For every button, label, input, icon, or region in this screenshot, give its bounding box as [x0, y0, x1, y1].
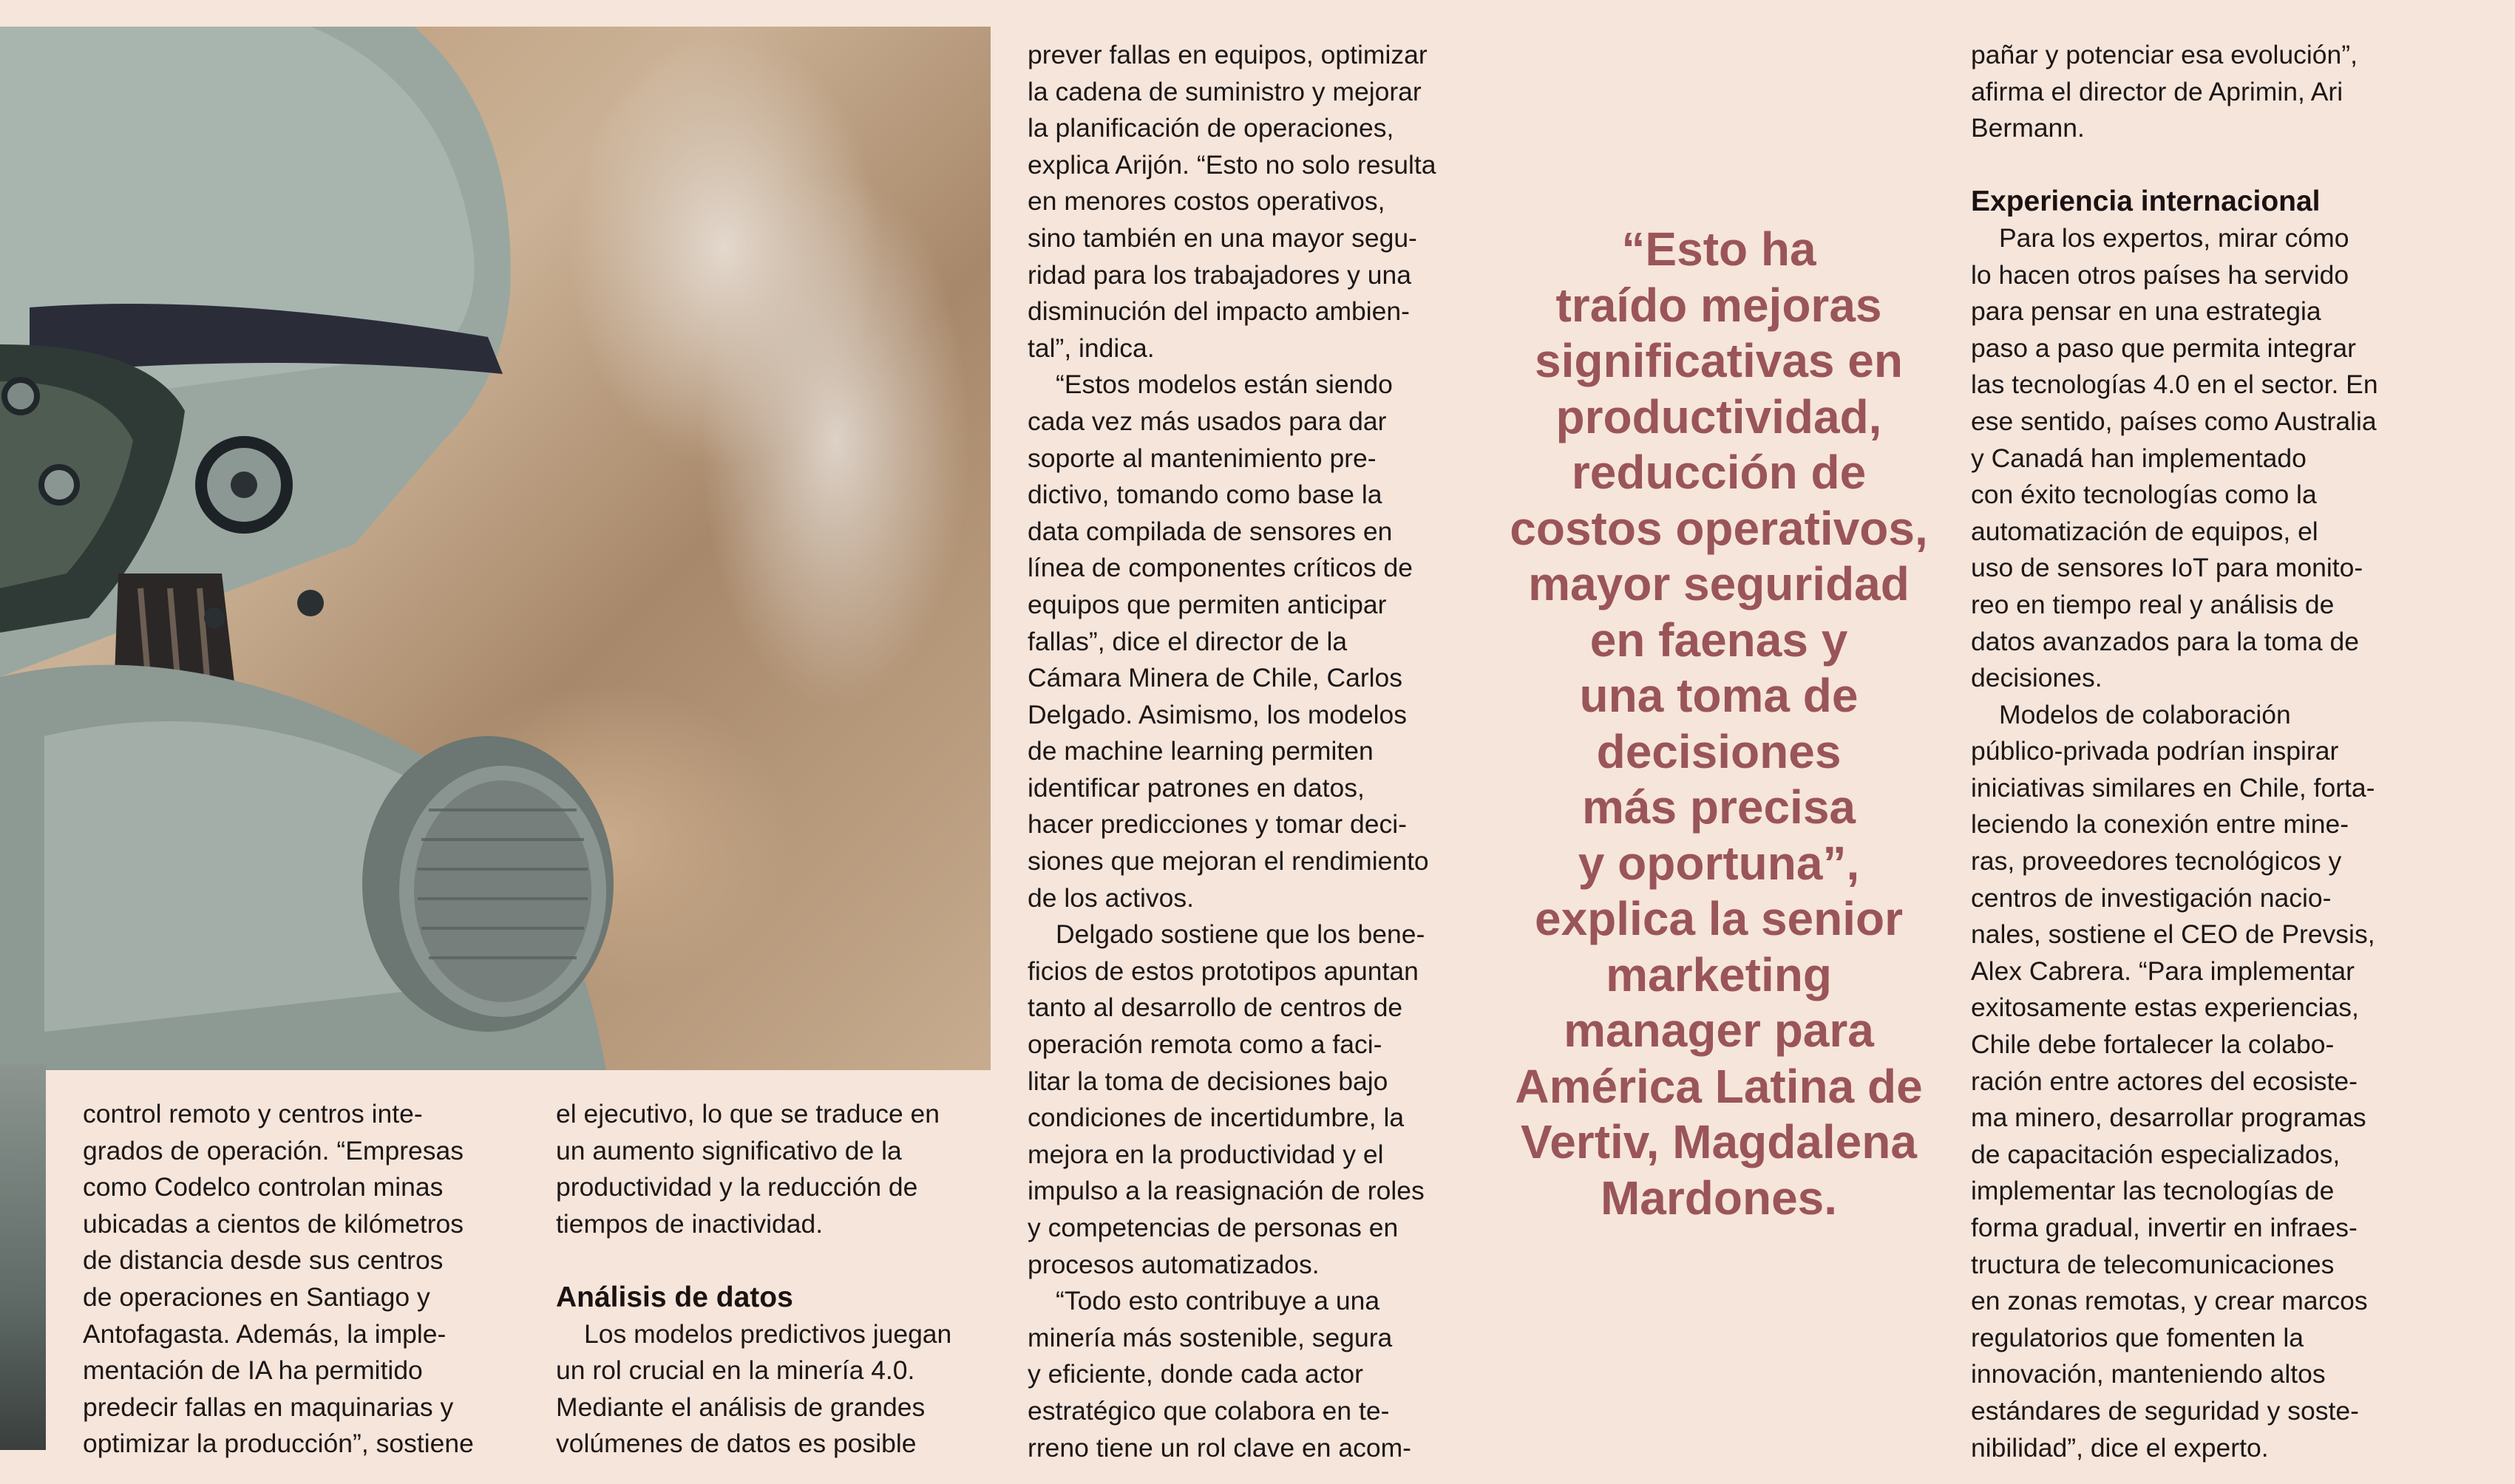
column-bottom-middle — [556, 1096, 951, 1463]
text-line: cada vez más usados para dar — [1028, 406, 1387, 436]
text-line: línea de componentes críticos de — [1028, 553, 1413, 583]
text-line: predecir fallas en maquinarias y — [83, 1392, 454, 1422]
text-line: control remoto y centros inte- — [83, 1099, 423, 1129]
text-line: “Todo esto contribuye a una — [1056, 1286, 1380, 1316]
text-line: sino también en una mayor segu- — [1028, 222, 1417, 253]
pull-quote-line: traído mejoras — [1555, 278, 1882, 332]
text-line: mentación de IA ha permitido — [83, 1355, 423, 1386]
text-line: de los activos. — [1028, 882, 1194, 913]
text-line: equipos que permiten anticipar — [1028, 589, 1387, 619]
text-line: nales, sostiene el CEO de Prevsis, — [1971, 919, 2375, 950]
pull-quote-line: costos operativos, — [1510, 501, 1928, 555]
text-line: para pensar en una estrategia — [1971, 296, 2321, 327]
column-bottom-left — [83, 1096, 474, 1463]
text-line: Alex Cabrera. “Para implementar — [1971, 956, 2355, 986]
text-line: identificar patrones en datos, — [1028, 772, 1365, 803]
text-line: operación remota como a faci- — [1028, 1029, 1382, 1060]
text-line: ridad para los trabajadores y una — [1028, 259, 1412, 290]
pull-quote-line: en faenas y — [1589, 613, 1848, 667]
text-line: automatización de equipos, el — [1971, 516, 2318, 546]
text-line: tiempos de inactividad. — [556, 1208, 824, 1239]
column-right — [1971, 37, 2378, 1466]
text-line: la planificación de operaciones, — [1028, 113, 1394, 143]
text-line: Delgado sostiene que los bene- — [1056, 919, 1425, 950]
section-heading-analisis: Análisis de datos — [556, 1281, 793, 1313]
text-line: impulso a la reasignación de roles — [1028, 1176, 1425, 1206]
text-line: optimizar la producción”, sostiene — [83, 1429, 474, 1459]
text-line: centros de investigación nacio- — [1971, 882, 2332, 913]
text-line: un rol crucial en la minería 4.0. — [556, 1355, 915, 1386]
text-line: como Codelco controlan minas — [83, 1172, 444, 1202]
text-line: procesos automatizados. — [1028, 1249, 1320, 1279]
text-line: y competencias de personas en — [1028, 1213, 1399, 1242]
text-line: lo hacen otros países ha servido — [1971, 259, 2349, 290]
text-line: decisiones. — [1971, 663, 2102, 693]
text-line: leciendo la conexión entre mine- — [1971, 809, 2349, 840]
text-line: en menores costos operativos, — [1028, 186, 1385, 217]
pull-quote-line: y oportuna”, — [1578, 836, 1860, 890]
text-line: un aumento significativo de la — [556, 1135, 902, 1165]
text-line: litar la toma de decisiones bajo — [1028, 1066, 1388, 1096]
text-line: ma minero, desarrollar programas — [1971, 1103, 2366, 1133]
text-line: regulatorios que fomenten la — [1971, 1322, 2304, 1352]
text-line: de capacitación especializados, — [1971, 1139, 2341, 1169]
text-line: data compilada de sensores en — [1028, 516, 1393, 546]
text-line: datos avanzados para la toma de — [1971, 626, 2359, 656]
text-line: “Estos modelos están siendo — [1056, 370, 1393, 400]
pull-quote-line: América Latina de — [1515, 1059, 1923, 1113]
text-line: de machine learning permiten — [1028, 736, 1374, 766]
text-line: Chile debe fortalecer la colabo- — [1971, 1029, 2335, 1060]
text-line: de operaciones en Santiago y — [83, 1282, 430, 1312]
text-line: reo en tiempo real y análisis de — [1971, 589, 2335, 619]
pull-quote-line: explica la senior — [1534, 892, 1904, 945]
text-line: tanto al desarrollo de centros de — [1028, 993, 1403, 1023]
text-line: las tecnologías 4.0 en el sector. En — [1971, 370, 2378, 400]
text-line: Delgado. Asimismo, los modelos — [1028, 699, 1407, 729]
pull-quote-line: productividad, — [1555, 389, 1882, 443]
text-line: Mediante el análisis de grandes — [556, 1392, 926, 1422]
pull-quote-line: significativas en — [1535, 334, 1903, 387]
text-line: volúmenes de datos es posible — [556, 1429, 917, 1459]
pull-quote-line: mayor seguridad — [1528, 557, 1910, 610]
text-line: soporte al mantenimiento pre- — [1028, 443, 1377, 473]
text-line: ubicadas a cientos de kilómetros — [83, 1208, 464, 1239]
robot-photo-bottom-strip — [0, 1064, 46, 1450]
text-line: forma gradual, invertir en infraes- — [1971, 1213, 2358, 1242]
pull-quote-line: decisiones — [1596, 724, 1842, 778]
text-line: estratégico que colabora en te- — [1028, 1395, 1390, 1426]
text-line: la cadena de suministro y mejorar — [1028, 76, 1422, 106]
text-line: ese sentido, países como Australia — [1971, 406, 2377, 436]
text-line: condiciones de incertidumbre, la — [1028, 1103, 1405, 1133]
text-line: fallas”, dice el director de la — [1028, 626, 1348, 656]
column-center — [1028, 37, 1436, 1466]
text-line: tal”, indica. — [1028, 333, 1155, 363]
pull-quote-line: más precisa — [1581, 780, 1856, 834]
text-line: productividad y la reducción de — [556, 1172, 918, 1202]
text-line: mejora en la productividad y el — [1028, 1139, 1384, 1169]
text-line: ficios de estos prototipos apuntan — [1028, 956, 1419, 986]
text-line: de distancia desde sus centros — [83, 1245, 444, 1276]
text-line: público-privada podrían inspirar — [1971, 736, 2339, 766]
text-line: minería más sostenible, segura — [1028, 1322, 1393, 1352]
text-line: explica Arijón. “Esto no solo resulta — [1028, 149, 1436, 180]
text-line: tructura de telecomunicaciones — [1971, 1249, 2335, 1279]
text-line: el ejecutivo, lo que se traduce en — [556, 1099, 940, 1129]
text-line: Antofagasta. Además, la imple- — [83, 1318, 447, 1349]
text-line: en zonas remotas, y crear marcos — [1971, 1286, 2368, 1316]
text-line: grados de operación. “Empresas — [83, 1135, 464, 1165]
text-line: hacer predicciones y tomar deci- — [1028, 809, 1407, 840]
text-line: prever fallas en equipos, optimizar — [1028, 40, 1428, 69]
text-line: siones que mejoran el rendimiento — [1028, 846, 1429, 877]
pull-quote-line: una toma de — [1579, 669, 1859, 722]
text-line: estándares de seguridad y soste- — [1971, 1395, 2359, 1426]
text-line: dictivo, tomando como base la — [1028, 480, 1382, 510]
text-line: implementar las tecnologías de — [1971, 1176, 2335, 1206]
text-line: innovación, manteniendo altos — [1971, 1359, 2326, 1389]
section-heading-experiencia: Experiencia internacional — [1971, 186, 2321, 218]
text-line: Modelos de colaboración — [1999, 699, 2291, 729]
text-line: paso a paso que permita integrar — [1971, 333, 2356, 363]
text-line: iniciativas similares en Chile, forta- — [1971, 772, 2375, 803]
text-line: ración entre actores del ecosiste- — [1971, 1066, 2358, 1096]
text-line: con éxito tecnologías como la — [1971, 480, 2317, 510]
text-line: Para los expertos, mirar cómo — [1999, 222, 2349, 253]
pull-quote-line: manager para — [1564, 1004, 1874, 1057]
text-line: afirma el director de Aprimin, Ari — [1971, 76, 2343, 106]
text-line: Los modelos predictivos juegan — [584, 1318, 952, 1349]
pull-quote-line: marketing — [1606, 947, 1832, 1001]
pull-quote — [1486, 222, 1952, 1226]
text-line: disminución del impacto ambien- — [1028, 296, 1410, 327]
text-line: Bermann. — [1971, 113, 2085, 143]
pull-quote-line: Vertiv, Magdalena — [1521, 1115, 1917, 1168]
text-line: Cámara Minera de Chile, Carlos — [1028, 663, 1403, 693]
text-line: exitosamente estas experiencias, — [1971, 993, 2359, 1023]
text-line: pañar y potenciar esa evolución”, — [1971, 40, 2358, 69]
text-line: y Canadá han implementado — [1971, 443, 2307, 473]
pull-quote-line: reducción de — [1571, 446, 1867, 499]
text-line: uso de sensores IoT para monito- — [1971, 553, 2363, 583]
text-line: nibilidad”, dice el experto. — [1971, 1432, 2269, 1463]
robot-photo — [0, 27, 991, 1070]
text-line: rreno tiene un rol clave en acom- — [1028, 1432, 1411, 1463]
pull-quote-line: Mardones. — [1600, 1171, 1838, 1225]
pull-quote-line: “Esto ha — [1621, 222, 1816, 276]
text-line: ras, proveedores tecnológicos y — [1971, 846, 2342, 877]
robot-icon — [0, 27, 991, 1070]
text-line: y eficiente, donde cada actor — [1028, 1359, 1363, 1389]
